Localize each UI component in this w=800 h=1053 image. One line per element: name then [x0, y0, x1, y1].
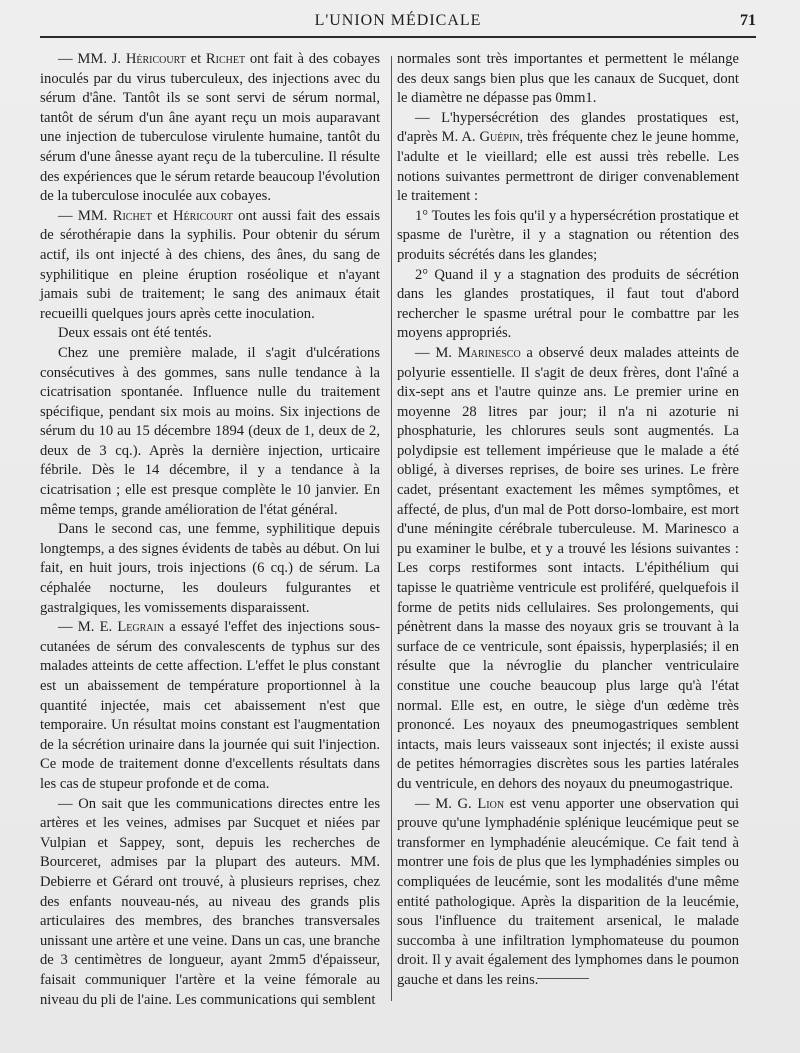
- author-name: Marinesco: [457, 344, 521, 361]
- author-name: Guépin: [479, 129, 520, 146]
- section-end-rule: [537, 978, 589, 979]
- paragraph-point-1: 1° Toutes les fois qu'il y a hypersécrétion prostatique et spasme de l'urètre, il y a stagnation ou rétention des produits sécrétés dans les glandes;: [397, 207, 739, 263]
- page-number: 71: [740, 12, 756, 29]
- paragraph-guepin: — L'hypersécrétion des glandes prostatiques est, d'après M. A. Guépin, très fréquente chez le jeune homme, l'adulte et le vieillard; elle est aussi très rebelle. Les notions suivantes permettront de diriger convenablement le traitement :: [397, 109, 739, 205]
- author-name: Richet: [205, 51, 246, 67]
- running-title: L'UNION MÉDICALE: [314, 12, 482, 29]
- paragraph-essais: Deux essais ont été tentés.: [58, 325, 212, 342]
- paragraph-premiere-malade: Chez une première malade, il s'agit d'ulcérations consécutives à des gommes, sans nulle tendance à la cicatrisation spontanée. Influence nulle du traitement spécifique, pendant six mois au moins. Six injections de sérum du 10 au 15 décembre 1894 (deux de 1, deux de 2, deux de 3 cq.). Après la dernière injection, urticaire fébrile. Dès le 14 décembre, il y a tendance à la cicatrisation ; elle est presque complète le 10 janvier. En même temps, grande amélioration de l'état général.: [40, 344, 380, 518]
- paragraph-hericourt-richet: — MM. J. Héricourt et Richet ont fait à des cobayes inoculés par du virus tuberculeux, des injections avec du sérum d'âne. Tantôt ils se sont servi de sérum normal, tantôt de sérum d'un âne ayant reçu un mois auparavant une injection de tuberculose virulente humaine, tantôt du sérum d'une ânesse ayant reçu de la tuberculine. Il résulte des expériences que le sérum retarde beaucoup l'évolution de la tuberculose inoculée aux cobayes.: [40, 51, 380, 205]
- paragraph-continued: normales sont très importantes et permettent le mélange des deux sangs bien plus que les canaux de Sucquet, dont le diamètre ne dépasse pas 0mm1.: [397, 51, 739, 107]
- paragraph-legrain: — M. E. Legrain a essayé l'effet des injections sous-cutanées de sérum des convalescents de typhus sur des malades atteints de cette affection. L'effet le plus constant est un abaissement de température proportionnel à la quantité injectée, mais cet abaissement n'est que temporaire. Un résultat moins constant est l'augmentation de la sécrétion urinaire dans la journée qui suit l'injection. Ce mode de traitement donne d'excellents résultats dans les cas de stupeur profonde et de coma.: [40, 619, 380, 792]
- author-name: Legrain: [117, 619, 165, 636]
- paragraph-lion: — M. G. Lion est venu apporter une observation qui prouve qu'une lymphadénie splénique leucémique peut se transformer en lymphadénie aleucémique. Ce fait tend à montrer une fois de plus que les lymphadénies simples ou compliquées de leucémie, sont les modalités d'une même entité pathologique. Après la disparition de la leucémie, sous l'influence du traitement arsenical, le malade succomba à une infiltration lymphomateuse du poumon droit. Il y avait également des lymphomes dans le poumon gauche et dans les reins.: [397, 795, 739, 988]
- paragraph-second-cas: Dans le second cas, une femme, syphilitique depuis longtemps, a des signes évidents de tabès au début. On lui fait, en huit jours, trois injections (6 cq.) de sérum. La céphalée nocturne, les douleurs fulgurantes et gastralgiques, les vomissements disparaissent.: [40, 521, 380, 616]
- author-name: Héricourt: [172, 207, 233, 224]
- author-name: Lion: [477, 795, 505, 812]
- paragraph-communications: — On sait que les communications directes entre les artères et les veines, admises par Sucquet et niées par Vulpian et Sappey, sont, depuis les recherches de Bourceret, admises par la plupart des auteurs. MM. Debierre et Gérard ont trouvé, à plusieurs reprises, chez des enfants nouveau-nés, au niveau des grands plis articulaires des membres, des branches transversales unissant une artère et une veine. Dans un cas, une branche de 3 centimètres de longueur, ayant 2mm5 d'épaisseur, faisait communiquer l'artère et la veine fémorale au niveau du pli de l'aine. Les communications qui semblent: [40, 795, 380, 1008]
- author-name: Richet: [112, 207, 152, 224]
- paragraph-richet-hericourt: — MM. Richet et Héricourt ont aussi fait des essais de sérothérapie dans la syphilis. Pour obtenir du sérum actif, ils ont injecté à des chiens, des ânes, du sang de syphilitique en pleine éruption roséolique et n'ayant jamais subi de traitement; le sang des animaux était recueilli quelques jours après cette inoculation.: [40, 207, 380, 322]
- column-rule: [391, 56, 392, 1001]
- right-column: [397, 50, 739, 991]
- page-header: [40, 10, 756, 34]
- author-name: Héricourt: [125, 51, 186, 67]
- header-rule: [40, 36, 756, 38]
- paragraph-point-2: 2° Quand il y a stagnation des produits de sécrétion dans les glandes prostatiques, il faut tout d'abord rechercher le spasme urétral pour le combattre par les moyens appropriés.: [397, 266, 739, 342]
- paragraph-marinesco: — M. Marinesco a observé deux malades atteints de polyurie essentielle. Il s'agit de deux frères, dont l'aîné a dix-sept ans et l'autre quinze ans. Le premier urine en moyenne 28 litres par jour; il n'a ni azoturie ni phosphaturie, les chlorures seuls sont augmentés. La polydipsie est tellement impérieuse que le malade a été obligé, à diverses reprises, de boire ses urines. Le frère cadet, présentant exactement les mêmes symptômes, et affecté, de plus, d'un mal de Pott dorso-lombaire, est mort d'une méningite cérébrale tuberculeuse. M. Marinesco a pu examiner le bulbe, et y a trouvé les lésions suivantes : Les corps restiformes sont intacts. L'épithélium qui tapisse le quatrième ventricule est proliféré, quelquefois il forme de petits nids cellulaires. Ses prolongements, qui pénètrent dans la masse des noyaux gris se trouvant à la surface de ce ventricule, sont épaissis, hyperplasiés; il en résulte que la névroglie du plancher ventriculaire constitue une couche beaucoup plus large qu'à l'état normal. Elle est, en outre, le siège d'un œdème très prononcé. Les noyaux des pneumogastriques semblent intacts, mais leurs vaisseaux sont injectés; il existe aussi de petites hémorragies discrètes sous les parties latérales du ventricule, en dehors des noyaux du pneumogastrique.: [397, 344, 740, 792]
- left-column: [40, 50, 380, 1010]
